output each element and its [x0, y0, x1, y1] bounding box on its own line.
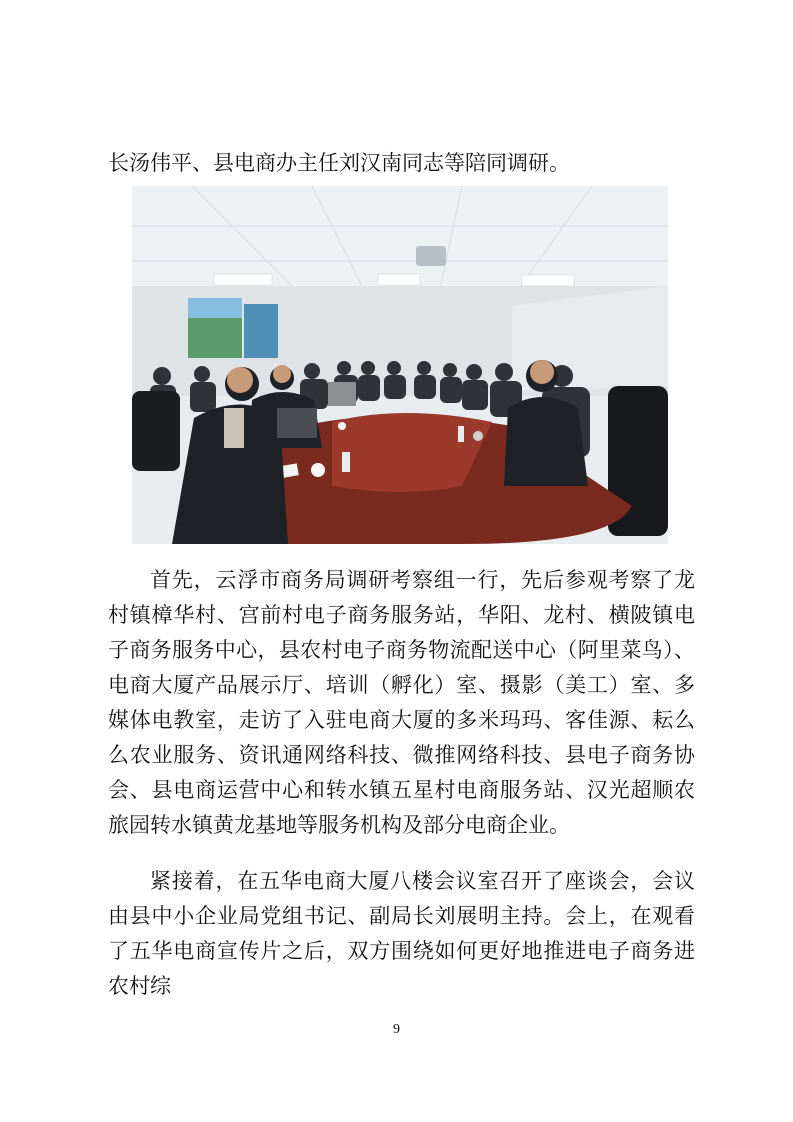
meeting-scene-illustration	[132, 186, 668, 544]
paragraph-meeting: 紧接着，在五华电商大厦八楼会议室召开了座谈会，会议由县中小企业局党组书记、副局长刘展明主持。会上，在观看了五华电商宣传片之后，双方围绕如何更好地推进电子商务进农村综	[108, 869, 695, 998]
page-number: 9	[393, 1022, 400, 1037]
opening-line: 长汤伟平、县电商办主任刘汉南同志等陪同调研。	[108, 151, 570, 175]
paragraph-visit: 首先，云浮市商务局调研考察组一行，先后参观考察了龙村镇樟华村、宫前村电子商务服务站，华阳、龙村、横陂镇电子商务服务中心，县农村电子商务物流配送中心（阿里菜鸟）、电商大厦产品展示厅、培训（孵化）室、摄影（美工）室、多媒体电教室，走访了入驻电商大厦的多米玛玛、客佳源、耘么么农业服务、资讯通网络科技、微推网络科技、县电子商务协会、县电商运营中心和转水镇五星村电商服务站、汉光超顺农旅园转水镇黄龙基地等服务机构及部分电商企业。	[108, 568, 695, 837]
meeting-room-photo	[132, 186, 668, 544]
